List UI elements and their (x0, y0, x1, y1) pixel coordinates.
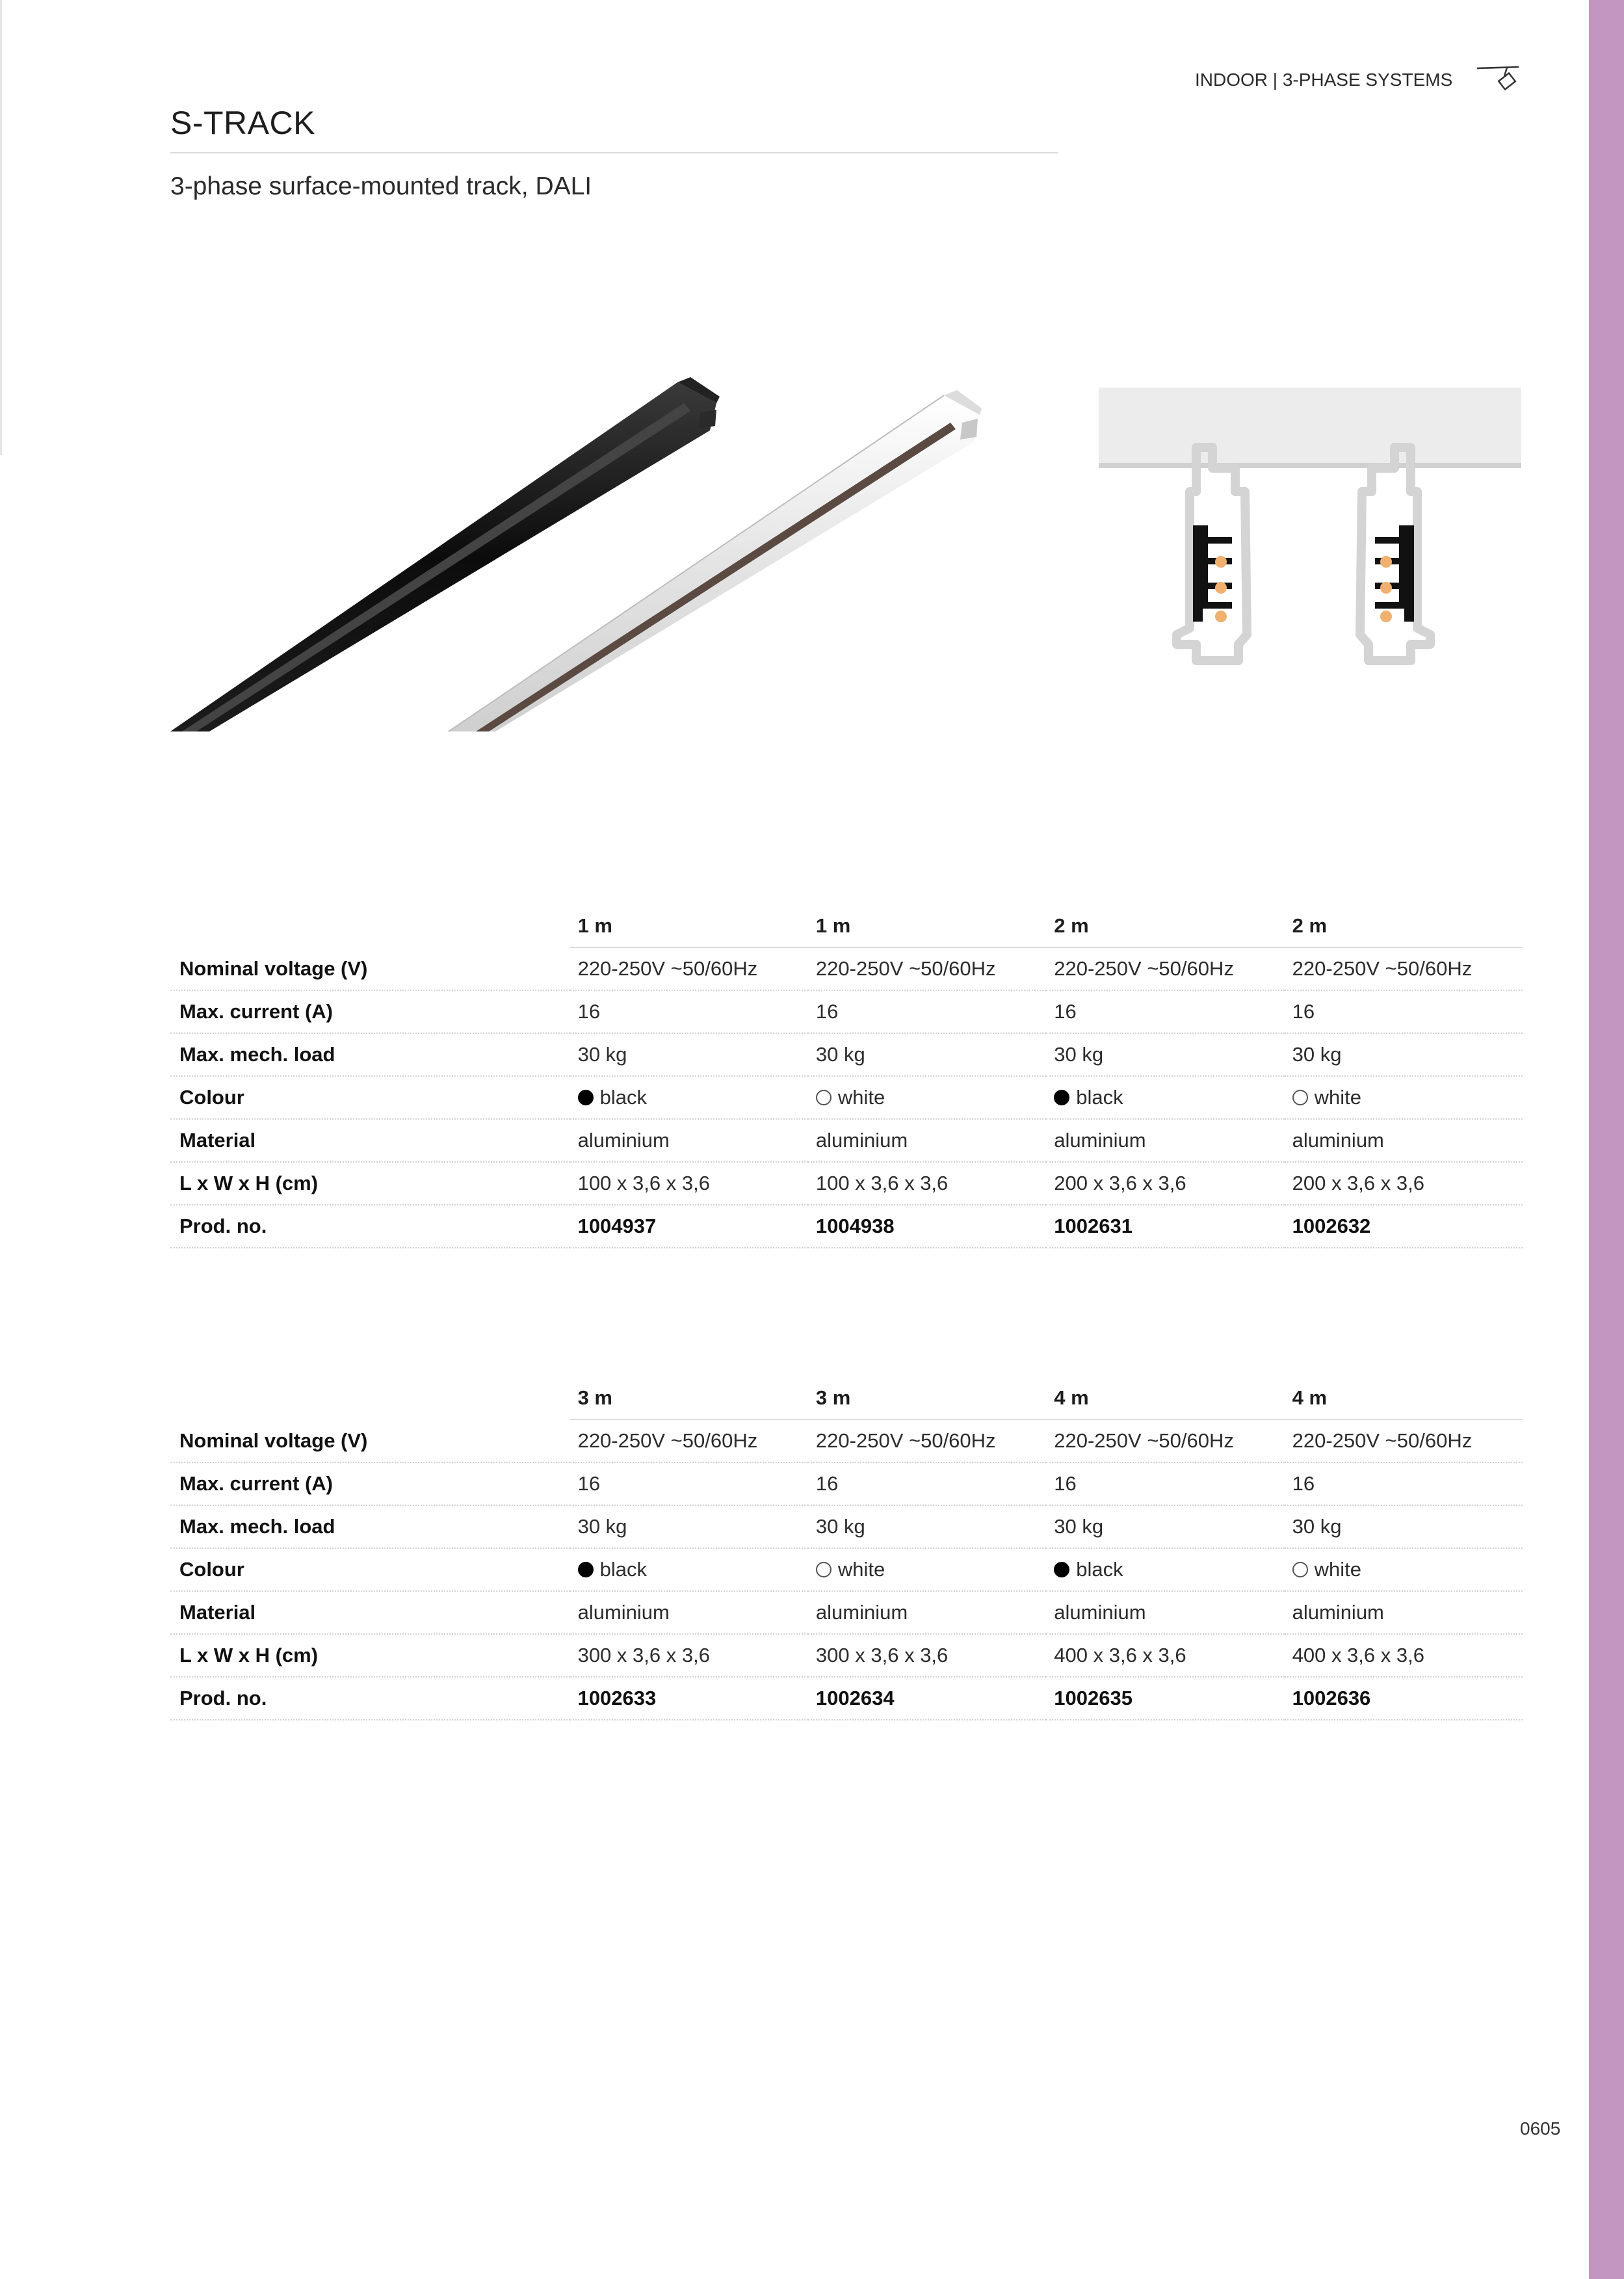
table-header-row (170, 1377, 1523, 1419)
table-cell: 200 x 3,6 x 3,6 (1285, 1162, 1523, 1205)
table-row (170, 1505, 1523, 1548)
row-label: Max. current (A) (170, 1462, 570, 1505)
table-cell (570, 1548, 808, 1591)
table-cell: 220-250V ~50/60Hz (570, 1419, 808, 1462)
table-cell: 1004938 (808, 1205, 1046, 1248)
length-header: 2 m (1046, 905, 1284, 947)
table-cell (1046, 1548, 1284, 1591)
length-header: 1 m (808, 905, 1046, 947)
row-label: Colour (170, 1548, 570, 1591)
table-cell: aluminium (1046, 1591, 1284, 1634)
row-label: Max. mech. load (170, 1033, 570, 1076)
table-cell: 220-250V ~50/60Hz (808, 1419, 1046, 1462)
row-label: Colour (170, 1076, 570, 1119)
table-cell: 300 x 3,6 x 3,6 (808, 1634, 1046, 1677)
table-row (170, 1591, 1523, 1634)
table-cell: 1002631 (1046, 1205, 1284, 1248)
table-cell: 200 x 3,6 x 3,6 (1046, 1162, 1284, 1205)
colour-name: black (599, 1086, 647, 1109)
table-cell: 16 (1285, 1462, 1523, 1505)
table-row (170, 1419, 1523, 1462)
table-cell: 100 x 3,6 x 3,6 (570, 1162, 808, 1205)
black-swatch-icon (578, 1562, 594, 1577)
row-label: Material (170, 1119, 570, 1162)
length-header: 2 m (1285, 905, 1523, 947)
table-header-row (170, 905, 1523, 947)
header-blank-cell (170, 905, 570, 947)
white-swatch-icon (816, 1562, 832, 1577)
table-row (170, 1548, 1523, 1591)
length-header: 1 m (570, 905, 808, 947)
track-spot-icon (1476, 62, 1521, 94)
table-cell: aluminium (570, 1119, 808, 1162)
white-swatch-icon (816, 1090, 832, 1105)
row-label: Max. mech. load (170, 1505, 570, 1548)
colour-name: black (599, 1558, 647, 1581)
table-row (170, 1076, 1523, 1119)
black-swatch-icon (1054, 1562, 1069, 1577)
table-cell: 16 (570, 1462, 808, 1505)
table-cell: aluminium (808, 1119, 1046, 1162)
table-cell: 30 kg (570, 1505, 808, 1548)
table-cell: 220-250V ~50/60Hz (808, 947, 1046, 990)
white-track (449, 395, 980, 731)
table-cell: 1002632 (1285, 1205, 1523, 1248)
spec-table-2 (170, 1377, 1523, 1720)
right-profile (1360, 447, 1430, 661)
table-cell (808, 1076, 1046, 1119)
length-header: 3 m (808, 1377, 1046, 1419)
header-category: INDOOR | 3-PHASE SYSTEMS (1195, 70, 1453, 90)
table-cell: 400 x 3,6 x 3,6 (1046, 1634, 1284, 1677)
table-cell: 220-250V ~50/60Hz (570, 947, 808, 990)
page-edge (0, 0, 2, 455)
table-row (170, 1634, 1523, 1677)
table-cell (1285, 1548, 1523, 1591)
black-track (170, 382, 716, 731)
row-label: Nominal voltage (V) (170, 947, 570, 990)
side-color-bar (1589, 0, 1624, 2279)
page-subtitle: 3-phase surface-mounted track, DALI (170, 172, 592, 200)
profile-cross-section-drawing (1099, 388, 1521, 732)
table-row (170, 990, 1523, 1033)
row-label: L x W x H (cm) (170, 1634, 570, 1677)
table-cell: 400 x 3,6 x 3,6 (1285, 1634, 1523, 1677)
table-cell: 30 kg (1285, 1505, 1523, 1548)
length-header: 4 m (1046, 1377, 1284, 1419)
length-header: 3 m (570, 1377, 808, 1419)
table-cell: 16 (1046, 1462, 1284, 1505)
title-divider (170, 152, 1058, 153)
table-row (170, 1677, 1523, 1720)
colour-name: white (1314, 1558, 1361, 1581)
table-cell: 30 kg (570, 1033, 808, 1076)
row-label: Prod. no. (170, 1677, 570, 1720)
table-cell: 30 kg (1046, 1033, 1284, 1076)
left-profile (1177, 447, 1247, 661)
black-swatch-icon (1054, 1090, 1069, 1105)
table-cell: 30 kg (1046, 1505, 1284, 1548)
table-row (170, 1119, 1523, 1162)
table-cell: 30 kg (808, 1505, 1046, 1548)
table-cell: 16 (570, 990, 808, 1033)
table-cell: 16 (1046, 990, 1284, 1033)
header-blank-cell (170, 1377, 570, 1419)
table-cell: 30 kg (808, 1033, 1046, 1076)
table-cell: 1002633 (570, 1677, 808, 1720)
table-row (170, 1033, 1523, 1076)
table-cell: 30 kg (1285, 1033, 1523, 1076)
table-row (170, 1162, 1523, 1205)
table-cell: aluminium (1285, 1119, 1523, 1162)
white-swatch-icon (1292, 1562, 1308, 1577)
table-cell: 1002635 (1046, 1677, 1284, 1720)
length-header: 4 m (1285, 1377, 1523, 1419)
table-cell: 16 (1285, 990, 1523, 1033)
table-cell: 1002636 (1285, 1677, 1523, 1720)
table-cell (1285, 1076, 1523, 1119)
colour-name: white (837, 1086, 885, 1109)
product-photo (170, 377, 989, 735)
colour-name: black (1076, 1558, 1123, 1581)
table-cell: aluminium (570, 1591, 808, 1634)
table-row (170, 1462, 1523, 1505)
colour-name: black (1076, 1086, 1123, 1109)
table-cell (1046, 1076, 1284, 1119)
table-cell: 1004937 (570, 1205, 808, 1248)
table-cell: 16 (808, 1462, 1046, 1505)
row-label: Nominal voltage (V) (170, 1419, 570, 1462)
table-cell: aluminium (1285, 1591, 1523, 1634)
row-label: Material (170, 1591, 570, 1634)
table-row (170, 947, 1523, 990)
table-cell: 220-250V ~50/60Hz (1285, 947, 1523, 990)
table-cell (808, 1548, 1046, 1591)
table-cell: 220-250V ~50/60Hz (1046, 947, 1284, 990)
table-cell: 100 x 3,6 x 3,6 (808, 1162, 1046, 1205)
row-label: Max. current (A) (170, 990, 570, 1033)
table-row (170, 1205, 1523, 1248)
spec-table-1 (170, 905, 1523, 1248)
row-label: Prod. no. (170, 1205, 570, 1248)
table-cell: 16 (808, 990, 1046, 1033)
table-cell: aluminium (808, 1591, 1046, 1634)
page-title: S-TRACK (170, 105, 315, 141)
table-cell: 220-250V ~50/60Hz (1046, 1419, 1284, 1462)
table-cell: aluminium (1046, 1119, 1284, 1162)
table-cell (570, 1076, 808, 1119)
page-number: 0605 (1520, 2118, 1561, 2139)
row-label: L x W x H (cm) (170, 1162, 570, 1205)
colour-name: white (1314, 1086, 1361, 1109)
colour-name: white (837, 1558, 885, 1581)
white-swatch-icon (1292, 1090, 1308, 1105)
black-swatch-icon (578, 1090, 594, 1105)
table-cell: 220-250V ~50/60Hz (1285, 1419, 1523, 1462)
table-cell: 1002634 (808, 1677, 1046, 1720)
table-cell: 300 x 3,6 x 3,6 (570, 1634, 808, 1677)
